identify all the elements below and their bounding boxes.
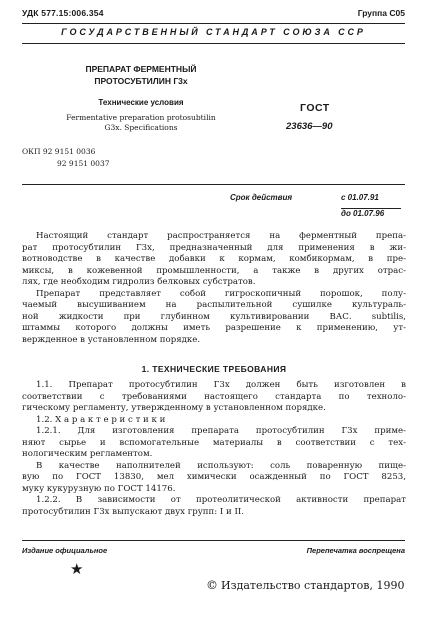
separator-rule [22,184,405,185]
validity-label: Срок действия [230,193,293,202]
english-title: Fermentative preparation protosubtilin G3x. Specifications [66,113,216,132]
section1-text [22,380,406,518]
udk-code: УДК 577.15:006.354 [22,8,104,18]
okp-code-2: 92 9151 0037 [57,159,110,168]
text-line: няют сырье и вспомогательные материалы в соответствии с тех- [22,437,406,448]
text-line: вержденное в установленном порядке. [22,334,201,345]
text-line: протосубтилин Г3х выпускают двух групп: I и II. [22,506,244,517]
text-line: 1.2.2. В зависимости от протеолитической активности препарат [36,495,406,505]
tech-conditions-label: Технические условия [98,98,184,107]
text-line: гическому регламенту, утвержденному в установленном порядке. [22,403,326,413]
text-line: Препарат представляет собой гигроскопичный порошок, полу- [36,288,406,299]
okp-code-1: ОКП 92 9151 0036 [22,147,96,156]
text-line: вотноводстве в качестве добавки к кормам, комбикормам, в пре- [22,254,406,264]
text-line: вую по ГОСТ 13830, мел химически осажденный по ГОСТ 8253, [22,472,406,482]
header-rule-top [22,23,405,24]
text-line: нологическим регламентом. [22,449,153,459]
state-standard-banner: ГОСУДАРСТВЕННЫЙ СТАНДАРТ СОЮЗА ССР [61,27,366,37]
text-line: 1.2.1. Для изготовления препарата протосубтилин Г3х приме- [36,426,406,436]
copyright-notice [206,578,404,592]
official-edition-label: Издание официальное [22,546,108,555]
star-icon: ★ [70,560,84,578]
text-line: чаемый высушиванием на распылительной сушилке культураль- [22,300,406,310]
copyright-icon: © [206,578,218,592]
text-line: муку кукурузную по ГОСТ 14176. [22,483,176,494]
gost-number: 23636—90 [286,121,333,132]
publisher-name: Издательство стандартов, 1990 [221,579,405,592]
text-line: рат протосубтилин Г3х, предназначенный для применения в жи- [22,242,406,253]
text-line: штаммы которого должны иметь разрешение к применению, ут- [22,323,406,333]
gost-label: ГОСТ [300,102,330,114]
text-line: миксы, в кожевенной промышленности, а также в других отрас- [22,265,406,276]
footer-rule [22,540,405,541]
text-line: ной жидкости при глубинном культивировании ВАС. subtilis, [22,311,406,322]
text-line: В качестве наполнителей используют: соль поваренную пище- [36,460,406,471]
text-line: соответствии с требованиями настоящего стандарта по техноло- [22,391,406,402]
group-code: Группа С05 [357,8,405,18]
text-line: Настоящий стандарт распространяется на ферментный препа- [36,231,406,241]
text-line: лях, где необходим гидролиз белковых субстратов. [22,277,256,287]
text-line: 1.2. Х а р а к т е р и с т и к и [36,414,166,425]
standard-title: ПРЕПАРАТ ФЕРМЕНТНЫЙ ПРОТОСУБТИЛИН Г3х [85,64,197,86]
text-line: 1.1. Препарат протосубтилин Г3х должен быть изготовлен в [36,380,406,390]
section-heading: 1. ТЕХНИЧЕСКИЕ ТРЕБОВАНИЯ [141,364,287,374]
intro-text [22,231,406,346]
header-rule-bottom [22,43,405,44]
validity-to: до 01.07.96 [341,208,401,218]
reprint-prohibited-label: Перепечатка воспрещена [306,546,405,555]
validity-from: с 01.07.91 [341,193,379,202]
